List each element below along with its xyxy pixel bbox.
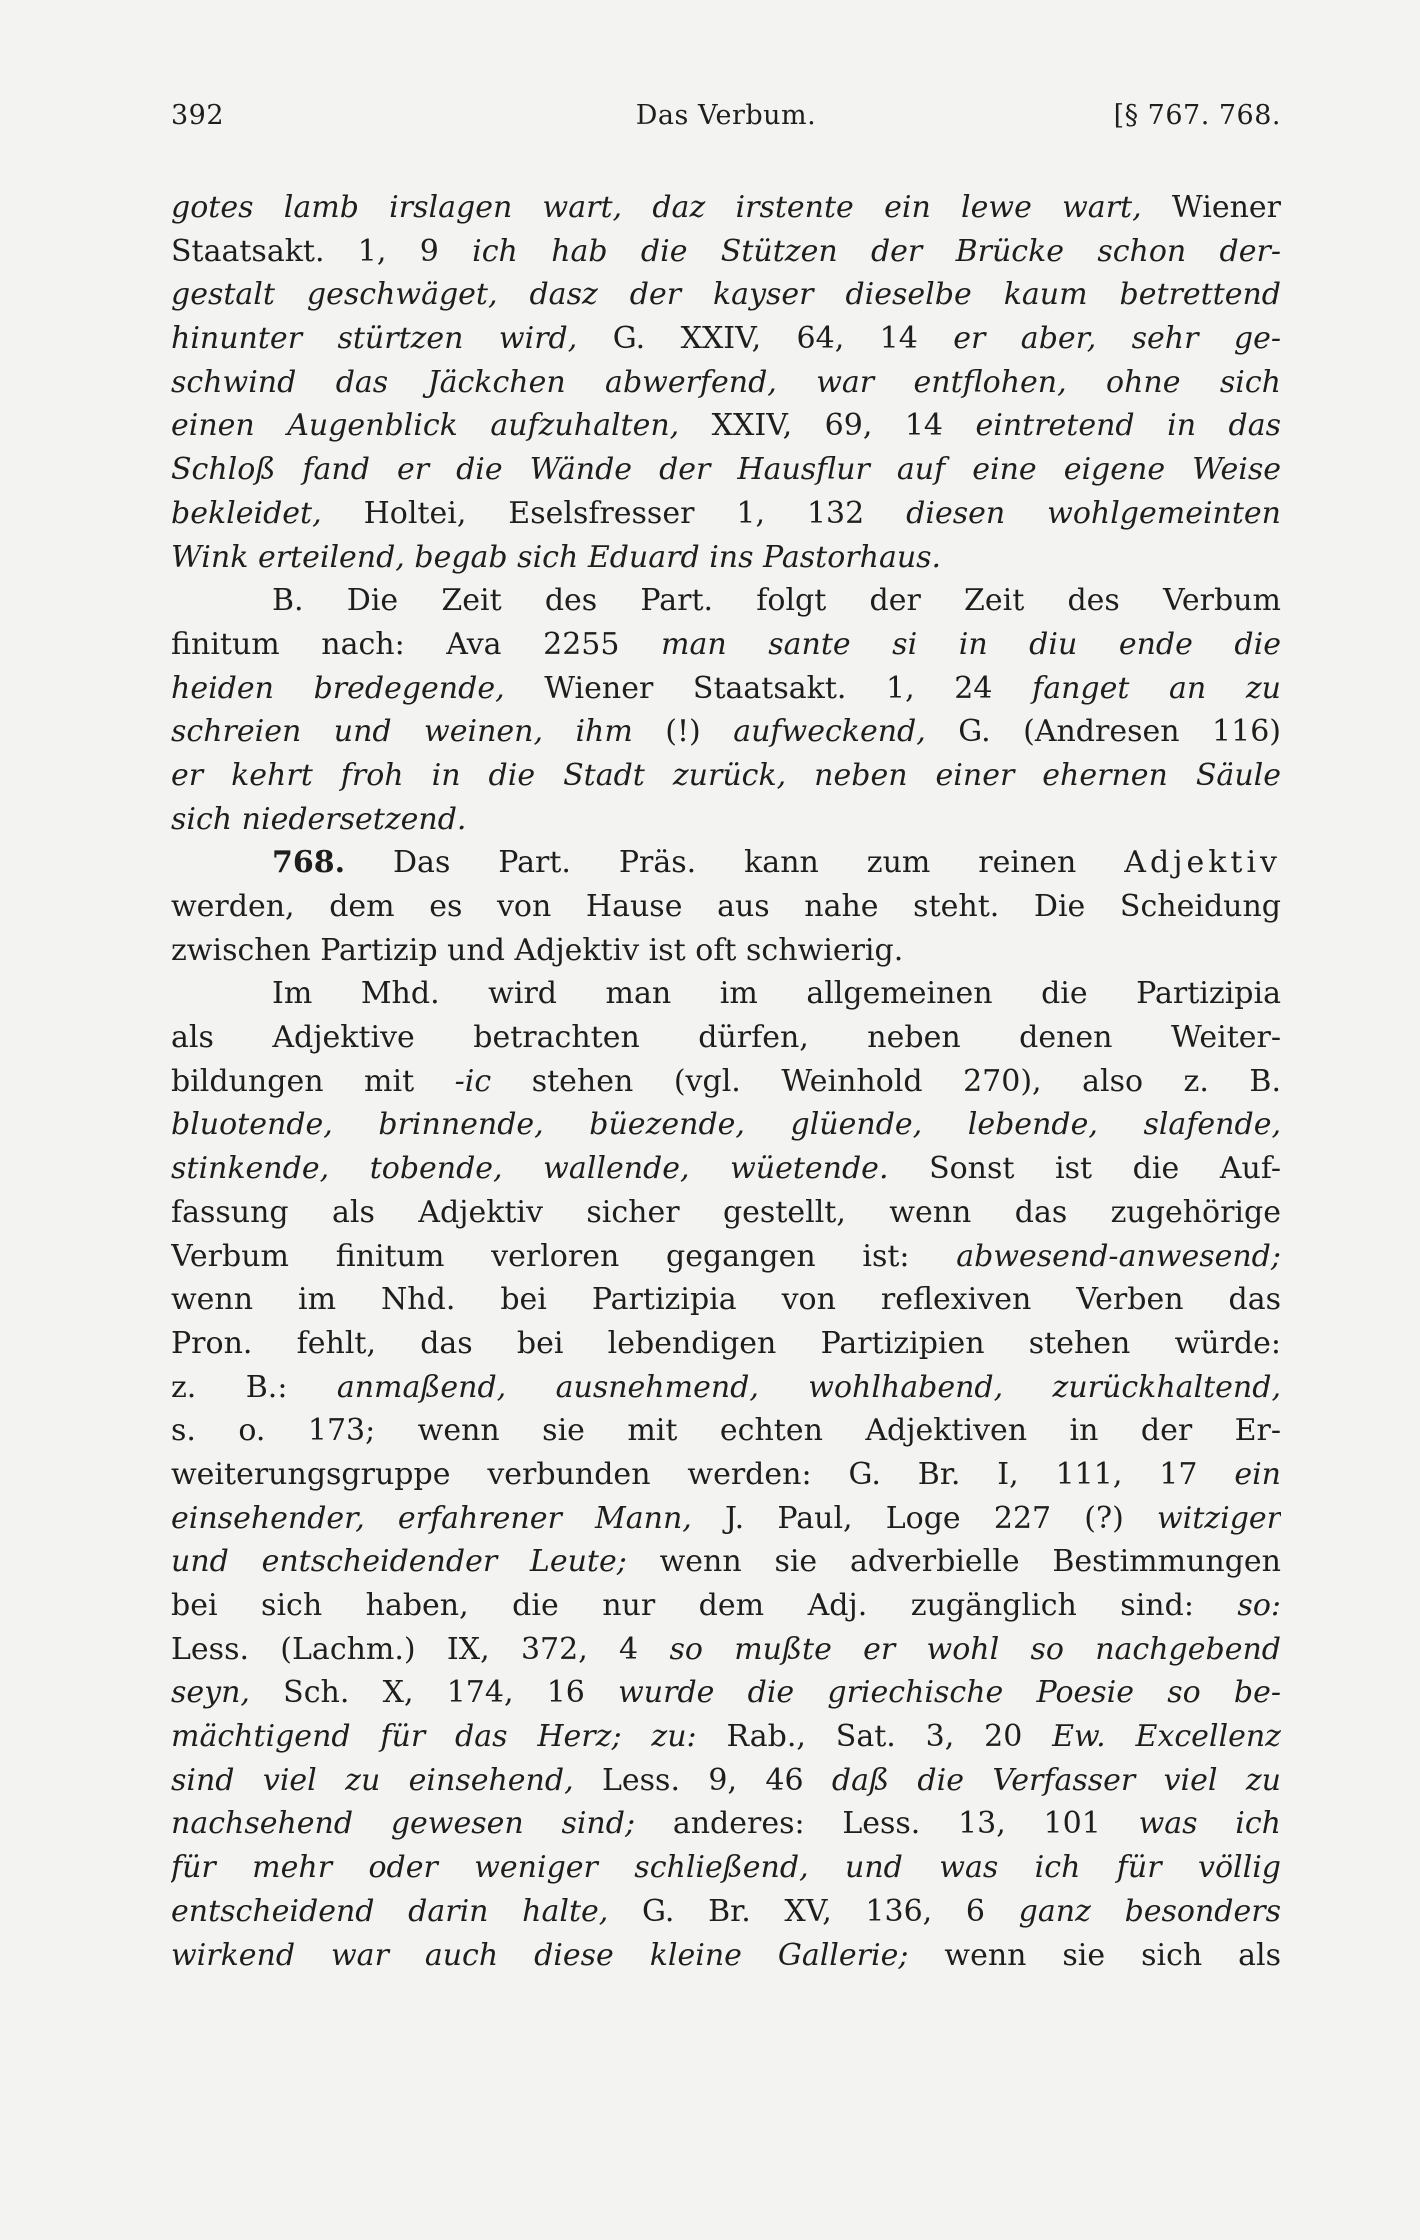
text-line [171, 1584, 1281, 1628]
italic-quote: und entscheidender Leute; [171, 1544, 627, 1580]
text-line [171, 1235, 1281, 1279]
text-line [171, 667, 1281, 711]
italic-quote: diesen wohlgemeinten [906, 495, 1281, 531]
italic-quote: für mehr oder weniger schließend, und was ich für völlig [171, 1850, 1281, 1886]
text-line [171, 1060, 1281, 1104]
text-line [171, 1147, 1281, 1191]
page-body-text [171, 186, 1281, 1977]
text-run: fassung als Adjektiv sicher gestellt, wenn das zugehörige [171, 1194, 1281, 1230]
text-run: s. o. 173; wenn sie mit echten Adjektiven in der Er- [171, 1413, 1281, 1449]
italic-quote: einen Augenblick aufzuhalten, [171, 408, 680, 444]
text-line [171, 929, 1281, 973]
italic-quote: -ic [454, 1063, 492, 1099]
italic-quote: so mußte er wohl so nachgebend [669, 1631, 1281, 1667]
italic-quote: er kehrt froh in die Stadt zurück, neben einer ehernen Säule [171, 757, 1281, 793]
italic-quote: daß die Verfasser viel zu [831, 1762, 1281, 1798]
text-line [171, 623, 1281, 667]
text-line [171, 1846, 1281, 1890]
paragraph-number: 768. [272, 845, 346, 881]
italic-quote: witziger [1156, 1500, 1281, 1536]
text-line [171, 579, 1281, 623]
italic-quote: gotes lamb irslagen wart, daz irstente ein lewe wart, [171, 190, 1142, 225]
text-run: Less. 9, 46 [573, 1762, 832, 1798]
text-run: Holtei, Eselsfresser 1, 132 [321, 495, 907, 531]
italic-quote: Ew. Excellenz [1052, 1719, 1281, 1755]
text-run: zwischen Partizip und Adjektiv ist oft schwierig. [171, 932, 904, 968]
italic-quote: seyn, [171, 1675, 250, 1711]
page-number: 392 [171, 100, 225, 131]
text-line [171, 1890, 1281, 1934]
text-run: wenn im Nhd. bei Partizipia von reflexiven Verben das [171, 1282, 1281, 1318]
italic-quote: sind viel zu einsehend, [171, 1762, 574, 1798]
text-line [171, 186, 1281, 230]
page-header [171, 100, 1281, 150]
text-line [171, 448, 1281, 492]
text-run: G. XXIV, 64, 14 [577, 321, 954, 357]
text-line [171, 1278, 1281, 1322]
text-run: G. Br. XV, 136, 6 [608, 1893, 1019, 1929]
text-run: G. (Andresen 116) [925, 714, 1281, 750]
italic-quote: bluotende, brinnende, büezende, glüende, lebende, slafende, [171, 1107, 1281, 1143]
italic-quote: stinkende, tobende, wallende, wüetende. [171, 1151, 889, 1187]
text-line [171, 841, 1281, 885]
text-line [171, 1540, 1281, 1584]
text-run: J. Paul, Loge 227 (?) [691, 1500, 1157, 1536]
text-line [171, 536, 1281, 580]
text-run: Pron. fehlt, das bei lebendigen Partizipien stehen würde: [171, 1325, 1281, 1361]
italic-quote: sich niedersetzend. [171, 801, 467, 837]
text-run: bildungen mit [171, 1063, 455, 1099]
text-run: Sch. X, 174, 16 [249, 1675, 619, 1711]
text-run: Wiener [1141, 190, 1281, 225]
text-run: wenn sie adverbielle Bestimmungen [626, 1544, 1281, 1580]
text-run: bei sich haben, die nur dem Adj. zugänglich sind: [171, 1588, 1238, 1623]
text-run: Less. (Lachm.) IX, 372, 4 [171, 1631, 670, 1667]
text-run: Adjektiv [1124, 845, 1281, 881]
text-run: Wiener Staatsakt. 1, 24 [504, 670, 1033, 706]
text-line [171, 1715, 1281, 1759]
text-line [171, 1628, 1281, 1672]
text-run: z. B.: [171, 1369, 337, 1405]
italic-quote: gestalt geschwäget, dasz der kayser dieselbe kaum betrettend [171, 277, 1281, 313]
italic-quote: man sante si in diu ende die [661, 626, 1281, 662]
italic-quote: schreien und weinen, ihm [171, 714, 633, 750]
text-run: werden, dem es von Hause aus nahe steht. Die Scheidung [171, 889, 1281, 924]
italic-quote: eintretend in das [975, 408, 1281, 444]
text-run: Rab., Sat. 3, 20 [696, 1719, 1053, 1755]
text-run: B. Die Zeit des Part. folgt der Zeit des Verbum [272, 583, 1281, 619]
text-run: finitum nach: Ava 2255 [171, 626, 662, 662]
text-line [171, 1671, 1281, 1715]
text-line [171, 1191, 1281, 1235]
italic-quote: einsehender, erfahrener Mann, [171, 1500, 692, 1536]
italic-quote: Wink erteilend, begab sich Eduard ins Pastorhaus. [171, 539, 942, 575]
text-line [171, 1322, 1281, 1366]
text-line [171, 1103, 1281, 1147]
italic-quote: schwind das Jäckchen abwerfend, war entflohen, ohne sich [171, 364, 1281, 400]
italic-quote: Schloß fand er die Wände der Hausflur auf eine eigene Weise [171, 452, 1281, 488]
text-line [171, 361, 1281, 405]
italic-quote: aufweckend, [733, 714, 926, 750]
text-run: anderes: Less. 13, 101 [635, 1806, 1139, 1842]
italic-quote: was ich [1138, 1806, 1281, 1842]
text-line [171, 972, 1281, 1016]
italic-quote: bekleidet, [171, 495, 322, 531]
italic-quote: wirkend war auch diese kleine Gallerie; [171, 1937, 909, 1973]
text-line [171, 754, 1281, 798]
text-line [171, 1016, 1281, 1060]
text-line [171, 1453, 1281, 1497]
text-run: weiterungsgruppe verbunden werden: G. Br. I, 111, 17 [171, 1456, 1235, 1492]
text-line [171, 317, 1281, 361]
text-line [171, 1497, 1281, 1541]
text-line [171, 1934, 1281, 1978]
italic-quote: hinunter stürtzen wird, [171, 321, 578, 357]
italic-quote: so: [1237, 1588, 1281, 1623]
text-line [171, 1409, 1281, 1453]
text-line [171, 1802, 1281, 1846]
italic-quote: abwesend-anwesend; [956, 1238, 1281, 1274]
italic-quote: ich hab die Stützen der Brücke schon der- [472, 233, 1281, 269]
italic-quote: ein [1234, 1456, 1281, 1492]
text-run: stehen (vgl. Weinhold 270), also z. B. [491, 1063, 1281, 1099]
italic-quote: er aber, sehr ge- [953, 321, 1281, 357]
text-run: XXIV, 69, 14 [679, 408, 976, 444]
italic-quote: entscheidend darin halte, [171, 1893, 609, 1929]
text-line [171, 1366, 1281, 1410]
text-line [171, 1759, 1281, 1803]
text-line [171, 230, 1281, 274]
italic-quote: ganz besonders [1018, 1893, 1281, 1929]
italic-quote: heiden bredegende, [171, 670, 505, 706]
text-run: Im Mhd. wird man im allgemeinen die Partizipia [272, 976, 1281, 1012]
italic-quote: fanget an zu [1032, 670, 1281, 706]
section-reference: [§ 767. 768. [1113, 100, 1281, 131]
text-line [171, 404, 1281, 448]
text-run: Verbum finitum verloren gegangen ist: [171, 1238, 957, 1274]
text-run: Das Part. Präs. kann zum reinen [345, 845, 1125, 881]
italic-quote: mächtigend für das Herz; zu: [171, 1719, 697, 1755]
italic-quote: nachsehend gewesen sind; [171, 1806, 636, 1842]
text-line [171, 885, 1281, 929]
text-line [171, 710, 1281, 754]
text-run: Staatsakt. 1, 9 [171, 233, 473, 269]
text-run: wenn sie sich als [908, 1937, 1281, 1973]
running-title: Das Verbum. [635, 100, 817, 131]
text-run: Sonst ist die Auf- [888, 1151, 1281, 1187]
italic-quote: wurde die griechische Poesie so be- [618, 1675, 1281, 1711]
text-line [171, 798, 1281, 842]
text-line [171, 492, 1281, 536]
text-run: als Adjektive betrachten dürfen, neben denen Weiter- [171, 1020, 1281, 1056]
text-run: (!) [632, 714, 734, 750]
text-line [171, 273, 1281, 317]
italic-quote: anmaßend, ausnehmend, wohlhabend, zurückhaltend, [336, 1369, 1281, 1405]
